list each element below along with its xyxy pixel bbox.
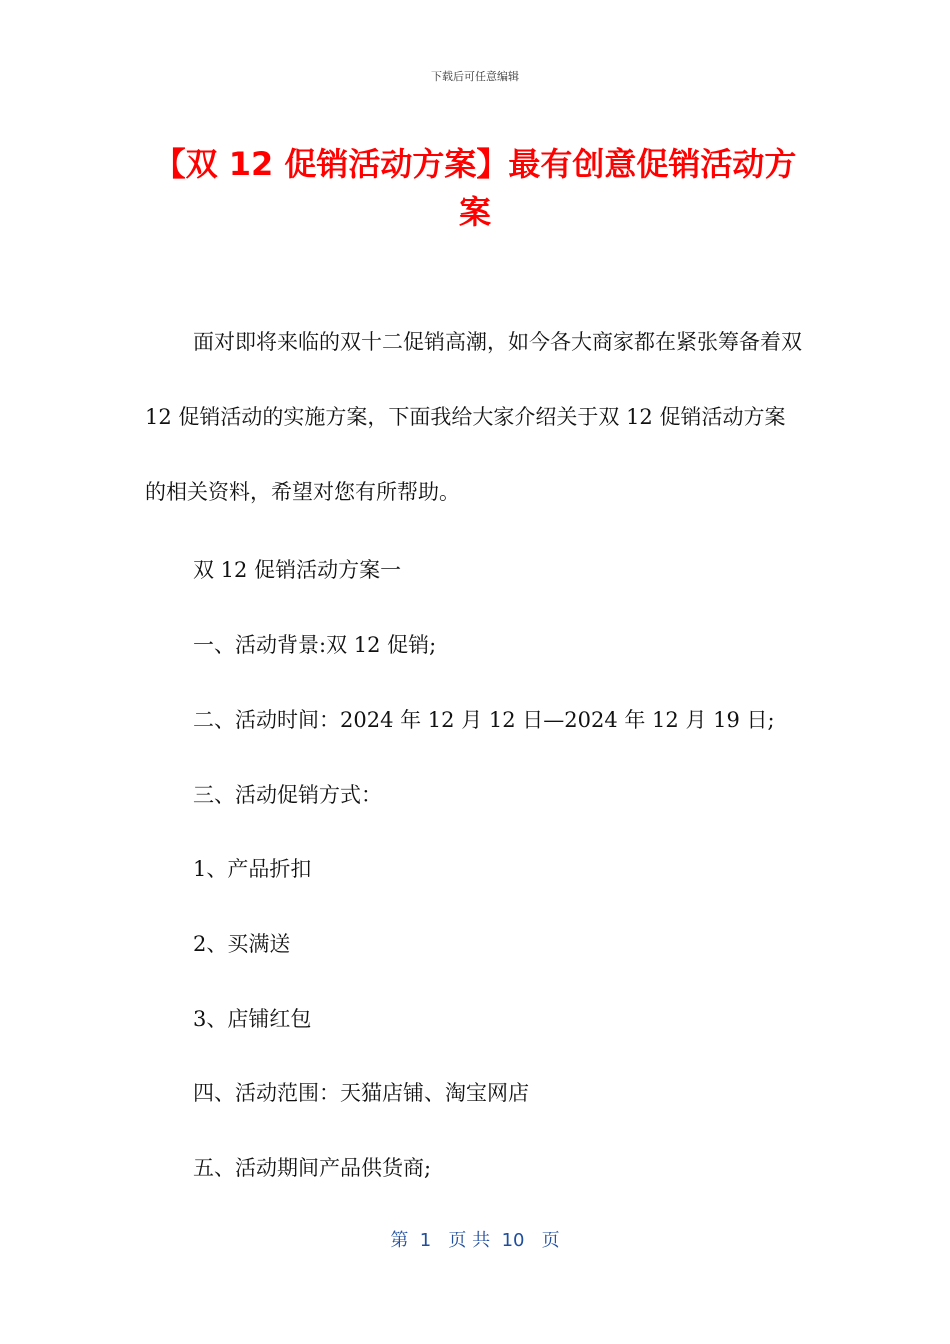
list-item: 五、活动期间产品供货商; bbox=[193, 1156, 432, 1180]
list-item: 3、店铺红包 bbox=[193, 1007, 312, 1031]
list-item: 2、买满送 bbox=[193, 932, 291, 956]
list-item: 四、活动范围：天猫店铺、淘宝网店 bbox=[193, 1081, 529, 1105]
list-item: 一、活动背景:双 12 促销; bbox=[193, 633, 437, 657]
list-item: 1、产品折扣 bbox=[193, 857, 312, 881]
list-item: 二、活动时间：2024 年 12 月 12 日—2024 年 12 月 19 日; bbox=[193, 708, 775, 732]
section-heading: 双 12 促销活动方案一 bbox=[193, 558, 402, 582]
header-note: 下载后可任意编辑 bbox=[431, 70, 519, 83]
list-item: 三、活动促销方式： bbox=[193, 783, 382, 807]
intro-paragraph: 面对即将来临的双十二促销高潮，如今各大商家都在紧张筹备着双 12 促销活动的实施方案，下面我给大家介绍关于双 12 促销活动方案的相关资料，希望对您有所帮助。 bbox=[145, 330, 802, 504]
document-title: 【双 12 促销活动方案】最有创意促销活动方案 bbox=[153, 145, 797, 231]
page-number-footer: 第 1 页 共 10 页 bbox=[390, 1230, 560, 1251]
